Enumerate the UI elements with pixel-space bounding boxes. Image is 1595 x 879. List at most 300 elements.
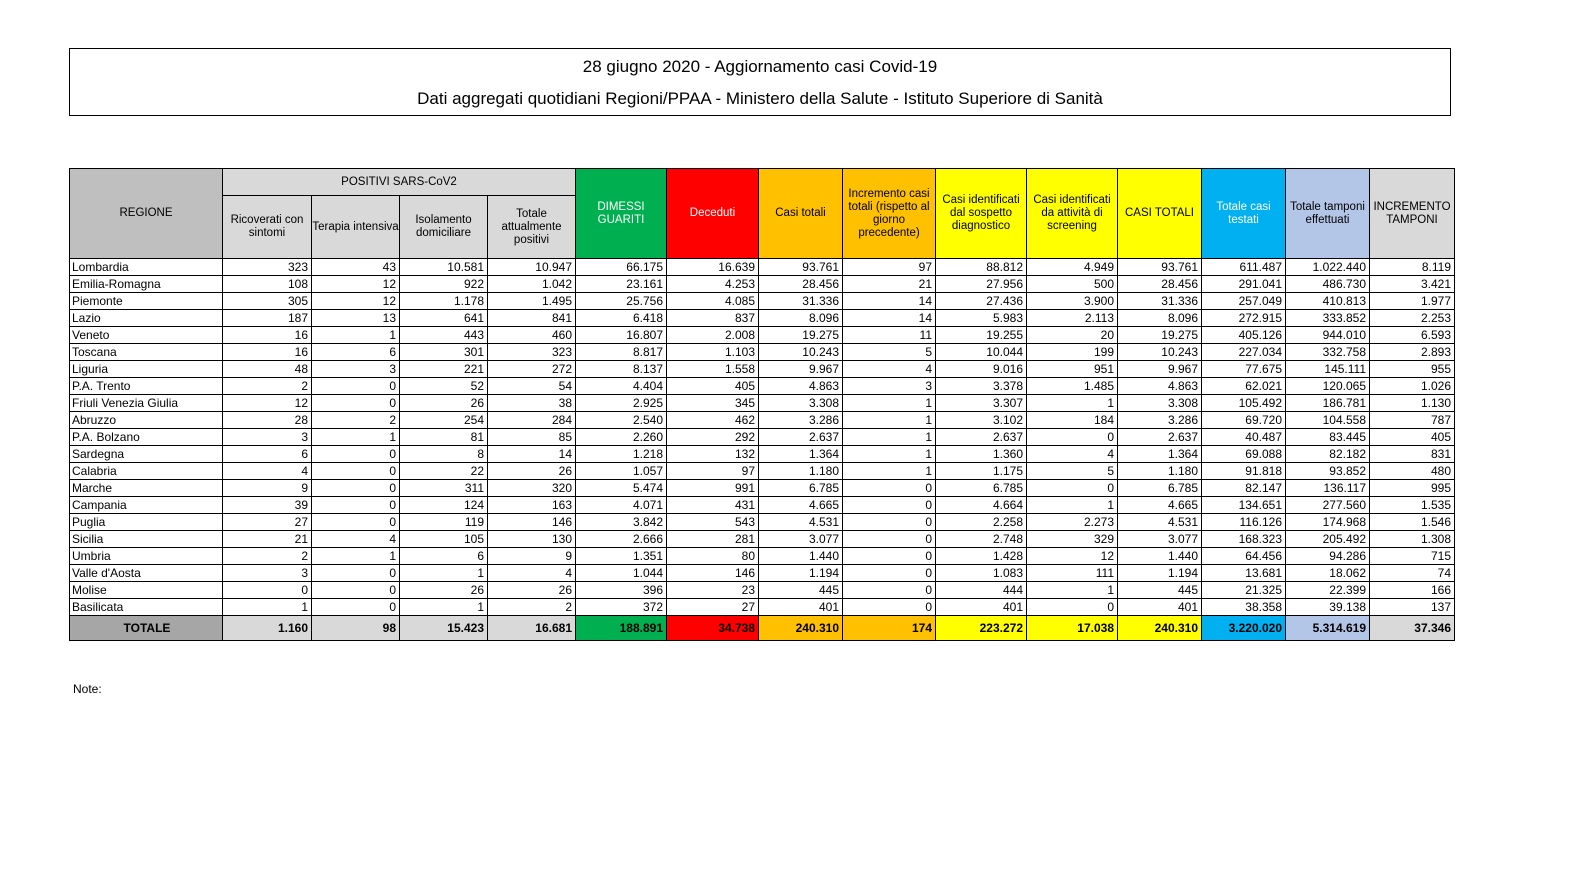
data-cell: 28.456 [1118,276,1202,293]
region-name-cell: Puglia [70,514,223,531]
data-cell: 1 [400,599,488,616]
data-cell: 1.057 [576,463,667,480]
region-name-cell: Basilicata [70,599,223,616]
data-cell: 1.180 [1118,463,1202,480]
data-cell: 611.487 [1202,259,1286,276]
data-cell: 19.255 [936,327,1027,344]
data-cell: 0 [312,514,400,531]
data-cell: 1.308 [1370,531,1455,548]
data-cell: 1.546 [1370,514,1455,531]
data-cell: 3.077 [1118,531,1202,548]
data-cell: 1.083 [936,565,1027,582]
data-cell: 10.581 [400,259,488,276]
data-cell: 5 [1027,463,1118,480]
data-cell: 108 [223,276,312,293]
data-cell: 2.637 [936,429,1027,446]
total-cell: 98 [312,616,400,641]
table-row [70,463,1455,480]
region-name-cell: Calabria [70,463,223,480]
data-cell: 104.558 [1286,412,1370,429]
total-cell: 188.891 [576,616,667,641]
table-row [70,548,1455,565]
data-cell: 16 [223,327,312,344]
data-cell: 105.492 [1202,395,1286,412]
data-cell: 405 [1370,429,1455,446]
data-cell: 27 [667,599,759,616]
data-cell: 124 [400,497,488,514]
data-cell: 345 [667,395,759,412]
data-cell: 88.812 [936,259,1027,276]
table-row [70,565,1455,582]
data-cell: 1 [843,429,936,446]
data-cell: 431 [667,497,759,514]
data-cell: 27.436 [936,293,1027,310]
data-cell: 52 [400,378,488,395]
table-row [70,480,1455,497]
data-cell: 64.456 [1202,548,1286,565]
data-cell: 69.720 [1202,412,1286,429]
data-cell: 2.273 [1027,514,1118,531]
data-cell: 38 [488,395,576,412]
covid-data-table [69,168,1455,641]
total-cell: 3.220.020 [1202,616,1286,641]
data-cell: 396 [576,582,667,599]
data-cell: 4.404 [576,378,667,395]
data-cell: 227.034 [1202,344,1286,361]
report-header [69,48,1451,116]
data-cell: 8.817 [576,344,667,361]
data-cell: 3 [223,429,312,446]
table-row [70,293,1455,310]
data-cell: 14 [843,293,936,310]
data-cell: 3.307 [936,395,1027,412]
data-cell: 111 [1027,565,1118,582]
region-name-cell: P.A. Bolzano [70,429,223,446]
header-casi-totali: Casi totali [759,169,843,259]
data-cell: 31.336 [759,293,843,310]
data-cell: 120.065 [1286,378,1370,395]
data-cell: 1.558 [667,361,759,378]
data-cell: 27 [223,514,312,531]
total-cell: 16.681 [488,616,576,641]
header-dimessi: DIMESSI GUARITI [576,169,667,259]
data-cell: 4.949 [1027,259,1118,276]
data-cell: 4.531 [1118,514,1202,531]
data-cell: 82.182 [1286,446,1370,463]
report-title: 28 giugno 2020 - Aggiornamento casi Covid-19 [582,57,938,76]
data-cell: 82.147 [1202,480,1286,497]
data-cell: 4.863 [759,378,843,395]
data-cell: 3.077 [759,531,843,548]
data-cell: 0 [1027,599,1118,616]
table-row [70,327,1455,344]
data-cell: 22.399 [1286,582,1370,599]
data-cell: 1 [1027,497,1118,514]
note-label: Note: [73,682,102,696]
data-cell: 0 [843,599,936,616]
header-positivi: POSITIVI SARS-CoV2 [223,169,576,196]
data-cell: 443 [400,327,488,344]
data-cell: 184 [1027,412,1118,429]
data-cell: 1 [223,599,312,616]
data-cell: 132 [667,446,759,463]
data-cell: 66.175 [576,259,667,276]
table-row [70,446,1455,463]
data-cell: 2.540 [576,412,667,429]
region-name-cell: Sicilia [70,531,223,548]
data-cell: 2.925 [576,395,667,412]
data-cell: 3.378 [936,378,1027,395]
data-cell: 10.947 [488,259,576,276]
data-cell: 21.325 [1202,582,1286,599]
total-row [70,616,1455,641]
region-name-cell: Valle d'Aosta [70,565,223,582]
region-name-cell: Liguria [70,361,223,378]
data-cell: 3.286 [759,412,843,429]
data-cell: 14 [843,310,936,327]
data-cell: 311 [400,480,488,497]
data-cell: 1 [843,463,936,480]
data-cell: 54 [488,378,576,395]
data-cell: 221 [400,361,488,378]
table-row [70,276,1455,293]
data-cell: 39 [223,497,312,514]
data-cell: 3.421 [1370,276,1455,293]
data-cell: 16 [223,344,312,361]
table-row [70,531,1455,548]
region-name-cell: Emilia-Romagna [70,276,223,293]
data-cell: 1.428 [936,548,1027,565]
data-cell: 6.785 [759,480,843,497]
data-cell: 445 [759,582,843,599]
data-cell: 16.807 [576,327,667,344]
data-cell: 841 [488,310,576,327]
table-row [70,395,1455,412]
data-cell: 372 [576,599,667,616]
total-cell: 17.038 [1027,616,1118,641]
data-cell: 0 [312,463,400,480]
data-cell: 12 [312,276,400,293]
total-cell: 34.738 [667,616,759,641]
data-cell: 9.967 [759,361,843,378]
data-cell: 91.818 [1202,463,1286,480]
data-cell: 4.253 [667,276,759,293]
data-cell: 116.126 [1202,514,1286,531]
data-cell: 2.637 [759,429,843,446]
data-cell: 1.440 [1118,548,1202,565]
data-cell: 1.022.440 [1286,259,1370,276]
region-name-cell: Lazio [70,310,223,327]
header-incremento-tamponi: INCREMENTO TAMPONI [1370,169,1455,259]
data-cell: 26 [400,582,488,599]
data-cell: 8.137 [576,361,667,378]
data-cell: 1.364 [1118,446,1202,463]
data-cell: 145.111 [1286,361,1370,378]
data-cell: 837 [667,310,759,327]
data-cell: 83.445 [1286,429,1370,446]
data-cell: 6 [400,548,488,565]
data-cell: 3.842 [576,514,667,531]
data-cell: 254 [400,412,488,429]
data-cell: 136.117 [1286,480,1370,497]
data-cell: 1.364 [759,446,843,463]
data-cell: 281 [667,531,759,548]
data-cell: 174.968 [1286,514,1370,531]
data-cell: 6 [312,344,400,361]
data-cell: 12 [312,293,400,310]
region-name-cell: Marche [70,480,223,497]
data-cell: 1.351 [576,548,667,565]
data-cell: 0 [843,582,936,599]
data-cell: 4 [1027,446,1118,463]
data-cell: 26 [488,463,576,480]
data-cell: 93.761 [1118,259,1202,276]
data-cell: 26 [400,395,488,412]
data-cell: 401 [759,599,843,616]
data-cell: 3 [223,565,312,582]
data-cell: 6.593 [1370,327,1455,344]
data-cell: 1.178 [400,293,488,310]
total-cell: 240.310 [759,616,843,641]
data-cell: 284 [488,412,576,429]
data-cell: 38.358 [1202,599,1286,616]
data-cell: 272 [488,361,576,378]
data-cell: 291.041 [1202,276,1286,293]
data-cell: 9 [223,480,312,497]
data-cell: 922 [400,276,488,293]
data-cell: 12 [223,395,312,412]
data-cell: 951 [1027,361,1118,378]
data-cell: 1.175 [936,463,1027,480]
data-cell: 1.103 [667,344,759,361]
data-cell: 3.900 [1027,293,1118,310]
data-cell: 323 [223,259,312,276]
data-cell: 4.665 [1118,497,1202,514]
data-cell: 0 [312,446,400,463]
data-cell: 1 [843,395,936,412]
header-isolamento: Isolamento domiciliare [400,196,488,259]
data-cell: 31.336 [1118,293,1202,310]
header-totale-positivi: Totale attualmente positivi [488,196,576,259]
data-cell: 19.275 [759,327,843,344]
data-cell: 277.560 [1286,497,1370,514]
data-cell: 1 [400,565,488,582]
data-cell: 2.113 [1027,310,1118,327]
data-cell: 320 [488,480,576,497]
data-cell: 4.665 [759,497,843,514]
data-cell: 205.492 [1286,531,1370,548]
data-cell: 1.044 [576,565,667,582]
data-cell: 166 [1370,582,1455,599]
region-name-cell: Molise [70,582,223,599]
data-cell: 405 [667,378,759,395]
data-cell: 9.967 [1118,361,1202,378]
region-name-cell: Toscana [70,344,223,361]
table-row [70,514,1455,531]
data-cell: 2.748 [936,531,1027,548]
data-cell: 787 [1370,412,1455,429]
data-cell: 991 [667,480,759,497]
data-cell: 8.096 [759,310,843,327]
data-cell: 401 [936,599,1027,616]
data-cell: 4 [312,531,400,548]
data-cell: 9.016 [936,361,1027,378]
data-cell: 1.042 [488,276,576,293]
data-cell: 28 [223,412,312,429]
data-cell: 401 [1118,599,1202,616]
data-cell: 0 [843,480,936,497]
total-cell: 1.160 [223,616,312,641]
data-cell: 1.977 [1370,293,1455,310]
region-name-cell: Umbria [70,548,223,565]
data-cell: 3.308 [759,395,843,412]
region-name-cell: P.A. Trento [70,378,223,395]
data-cell: 69.088 [1202,446,1286,463]
data-cell: 0 [312,395,400,412]
data-cell: 0 [1027,429,1118,446]
data-cell: 955 [1370,361,1455,378]
data-cell: 105 [400,531,488,548]
data-cell: 6.418 [576,310,667,327]
data-cell: 486.730 [1286,276,1370,293]
data-cell: 2 [488,599,576,616]
table-row [70,582,1455,599]
data-cell: 27.956 [936,276,1027,293]
data-cell: 97 [843,259,936,276]
data-cell: 20 [1027,327,1118,344]
header-regione: REGIONE [70,169,223,259]
data-cell: 1.026 [1370,378,1455,395]
data-cell: 11 [843,327,936,344]
data-cell: 187 [223,310,312,327]
data-cell: 10.243 [759,344,843,361]
data-cell: 2.260 [576,429,667,446]
data-cell: 5.474 [576,480,667,497]
data-cell: 4 [843,361,936,378]
data-cell: 12 [1027,548,1118,565]
header-terapia: Terapia intensiva [312,196,400,259]
data-cell: 3.286 [1118,412,1202,429]
data-cell: 2.893 [1370,344,1455,361]
data-cell: 1.194 [759,565,843,582]
data-cell: 329 [1027,531,1118,548]
region-name-cell: Piemonte [70,293,223,310]
table-row [70,259,1455,276]
header-testati: Totale casi testati [1202,169,1286,259]
data-cell: 14 [488,446,576,463]
data-cell: 0 [312,480,400,497]
data-cell: 2.258 [936,514,1027,531]
table-row [70,361,1455,378]
data-cell: 1.218 [576,446,667,463]
data-cell: 6.785 [1118,480,1202,497]
data-cell: 0 [223,582,312,599]
data-cell: 0 [1027,480,1118,497]
data-cell: 186.781 [1286,395,1370,412]
data-cell: 2.666 [576,531,667,548]
data-cell: 3 [312,361,400,378]
data-cell: 163 [488,497,576,514]
data-cell: 6.785 [936,480,1027,497]
total-cell: 15.423 [400,616,488,641]
data-cell: 3.102 [936,412,1027,429]
data-cell: 39.138 [1286,599,1370,616]
data-cell: 48 [223,361,312,378]
data-cell: 25.756 [576,293,667,310]
region-name-cell: Friuli Venezia Giulia [70,395,223,412]
data-cell: 77.675 [1202,361,1286,378]
data-cell: 1.360 [936,446,1027,463]
data-cell: 1 [312,429,400,446]
data-cell: 1 [843,446,936,463]
data-cell: 995 [1370,480,1455,497]
data-cell: 3.308 [1118,395,1202,412]
data-cell: 119 [400,514,488,531]
data-cell: 0 [843,548,936,565]
data-cell: 21 [223,531,312,548]
data-cell: 137 [1370,599,1455,616]
data-cell: 1 [312,327,400,344]
data-cell: 26 [488,582,576,599]
data-cell: 13.681 [1202,565,1286,582]
table-body [70,259,1455,641]
data-cell: 97 [667,463,759,480]
data-cell: 4.085 [667,293,759,310]
data-cell: 301 [400,344,488,361]
data-cell: 1 [843,412,936,429]
data-cell: 410.813 [1286,293,1370,310]
table-row [70,429,1455,446]
data-cell: 5 [843,344,936,361]
data-cell: 4.071 [576,497,667,514]
data-cell: 257.049 [1202,293,1286,310]
data-cell: 22 [400,463,488,480]
data-cell: 3 [843,378,936,395]
total-label-cell: TOTALE [70,616,223,641]
data-cell: 1 [312,548,400,565]
data-cell: 19.275 [1118,327,1202,344]
data-cell: 1.180 [759,463,843,480]
region-name-cell: Sardegna [70,446,223,463]
data-cell: 93.761 [759,259,843,276]
header-deceduti: Deceduti [667,169,759,259]
data-cell: 831 [1370,446,1455,463]
data-cell: 4.531 [759,514,843,531]
data-cell: 4.863 [1118,378,1202,395]
data-cell: 0 [312,378,400,395]
data-cell: 10.044 [936,344,1027,361]
region-name-cell: Abruzzo [70,412,223,429]
data-cell: 405.126 [1202,327,1286,344]
data-cell: 4 [488,565,576,582]
data-cell: 80 [667,548,759,565]
data-cell: 62.021 [1202,378,1286,395]
data-cell: 480 [1370,463,1455,480]
data-cell: 444 [936,582,1027,599]
data-cell: 1.194 [1118,565,1202,582]
total-cell: 37.346 [1370,616,1455,641]
data-cell: 18.062 [1286,565,1370,582]
data-cell: 332.758 [1286,344,1370,361]
data-cell: 323 [488,344,576,361]
header-incremento-casi: Incremento casi totali (rispetto al giorno precedente) [843,169,936,259]
data-cell: 16.639 [667,259,759,276]
data-cell: 40.487 [1202,429,1286,446]
header-ricoverati: Ricoverati con sintomi [223,196,312,259]
data-cell: 5.983 [936,310,1027,327]
data-cell: 85 [488,429,576,446]
data-cell: 641 [400,310,488,327]
